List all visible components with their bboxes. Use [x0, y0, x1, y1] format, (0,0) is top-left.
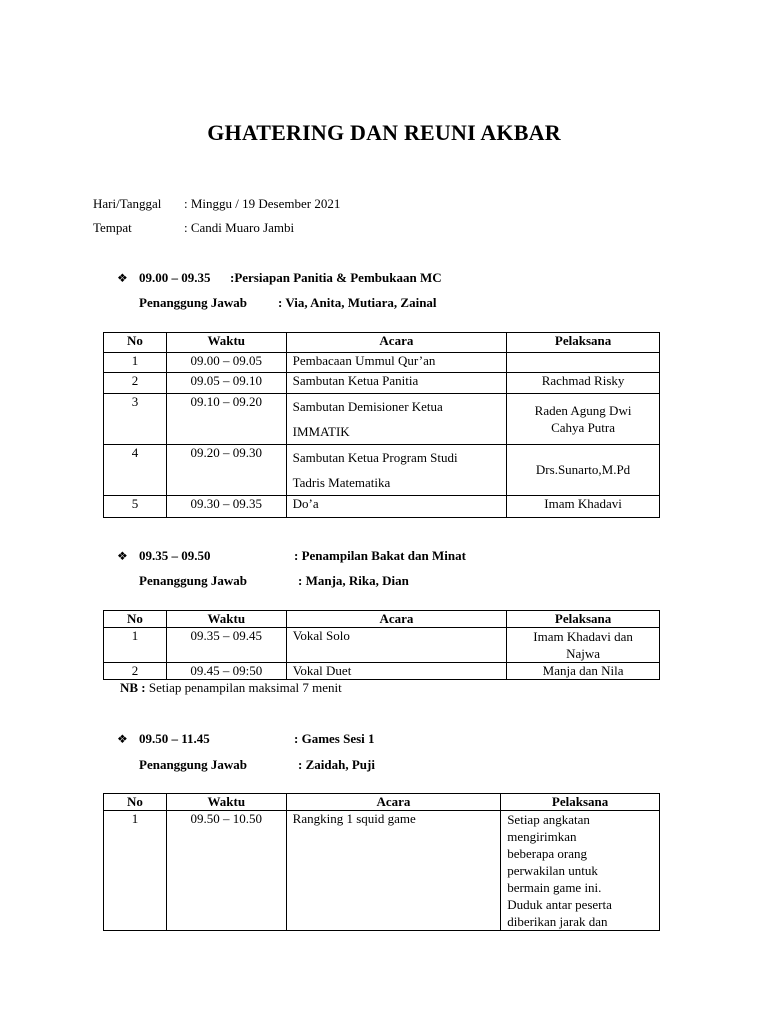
table-row	[104, 811, 660, 931]
table-row	[104, 628, 660, 663]
place-value: : Candi Muaro Jambi	[184, 220, 295, 235]
section1-pj-value: : Via, Anita, Mutiara, Zainal	[278, 295, 437, 310]
section2-event: : Penampilan Bakat dan Minat	[294, 548, 466, 563]
cell-no: 2	[104, 373, 167, 394]
date-value: : Minggu / 19 Desember 2021	[184, 196, 341, 211]
cell-acara	[286, 445, 507, 496]
schedule-table-2	[103, 610, 660, 680]
section1-event: :Persiapan Panitia & Pembukaan MC	[230, 270, 442, 285]
section1-pj-label: Penanggung Jawab	[139, 295, 247, 310]
schedule-table-1	[103, 332, 660, 518]
section2-pj-value: : Manja, Rika, Dian	[298, 573, 409, 588]
place-label: Tempat	[93, 220, 132, 235]
section3-pj-label: Penanggung Jawab	[139, 757, 247, 772]
note	[120, 680, 342, 696]
header-no: No	[104, 794, 167, 811]
cell-waktu: 09.10 – 09.20	[166, 394, 286, 445]
cell-acara: Do’a	[286, 496, 507, 518]
header-pelaksana: Pelaksana	[507, 333, 660, 353]
cell-pelaksana-line: bermain game ini.	[507, 880, 602, 895]
cell-acara-line: Tadris Matematika	[292, 475, 391, 490]
cell-acara: Rangking 1 squid game	[286, 811, 501, 931]
header-waktu: Waktu	[166, 611, 286, 628]
header-waktu: Waktu	[166, 794, 286, 811]
cell-no: 5	[104, 496, 167, 518]
cell-no: 4	[104, 445, 167, 496]
cell-pelaksana: Imam Khadavi	[507, 496, 660, 518]
cell-pelaksana	[507, 394, 660, 445]
cell-acara: Vokal Duet	[286, 663, 507, 680]
cell-pelaksana-line: Najwa	[566, 646, 601, 661]
cell-waktu: 09.50 – 10.50	[166, 811, 286, 931]
cell-acara: Sambutan Ketua Panitia	[286, 373, 507, 394]
bullet-icon: ❖	[117, 271, 128, 285]
cell-pelaksana-line: Raden Agung Dwi	[534, 403, 632, 418]
note-text: Setiap penampilan maksimal 7 menit	[145, 680, 342, 695]
header-pelaksana: Pelaksana	[501, 794, 660, 811]
cell-pelaksana-line: Imam Khadavi dan	[533, 629, 633, 644]
schedule-table-3	[103, 793, 660, 931]
header-acara: Acara	[286, 333, 507, 353]
section2-pj-label: Penanggung Jawab	[139, 573, 247, 588]
section3-time: 09.50 – 11.45	[139, 731, 210, 746]
cell-acara-line: IMMATIK	[292, 424, 350, 439]
bullet-icon: ❖	[117, 549, 128, 563]
header-no: No	[104, 333, 167, 353]
note-label: NB :	[120, 680, 146, 695]
cell-pelaksana: Manja dan Nila	[507, 663, 660, 680]
table-row	[104, 445, 660, 496]
section3-event: : Games Sesi 1	[294, 731, 375, 746]
table-row	[104, 373, 660, 394]
cell-pelaksana	[507, 628, 660, 663]
cell-no: 1	[104, 628, 167, 663]
cell-pelaksana: Rachmad Risky	[507, 373, 660, 394]
cell-acara	[286, 394, 507, 445]
header-no: No	[104, 611, 167, 628]
section3-pj-value: : Zaidah, Puji	[298, 757, 375, 772]
cell-waktu: 09.00 – 09.05	[166, 353, 286, 373]
cell-pelaksana-line: Duduk antar peserta	[507, 897, 612, 912]
table-row	[104, 394, 660, 445]
cell-no: 2	[104, 663, 167, 680]
cell-no: 1	[104, 811, 167, 931]
cell-pelaksana-line: beberapa orang	[507, 846, 587, 861]
cell-pelaksana-line: diberikan jarak dan	[507, 914, 608, 929]
cell-waktu: 09.05 – 09.10	[166, 373, 286, 394]
cell-acara-line: Sambutan Ketua Program Studi	[292, 450, 458, 465]
cell-no: 1	[104, 353, 167, 373]
date-label: Hari/Tanggal	[93, 196, 162, 211]
cell-waktu: 09.35 – 09.45	[166, 628, 286, 663]
section2-time: 09.35 – 09.50	[139, 548, 211, 563]
section1-time: 09.00 – 09.35	[139, 270, 211, 285]
cell-waktu: 09.30 – 09.35	[166, 496, 286, 518]
cell-acara: Pembacaan Ummul Qur’an	[286, 353, 507, 373]
cell-acara: Vokal Solo	[286, 628, 507, 663]
header-acara: Acara	[286, 794, 501, 811]
table-row	[104, 496, 660, 518]
cell-pelaksana	[507, 353, 660, 373]
cell-no: 3	[104, 394, 167, 445]
cell-pelaksana-line: mengirimkan	[507, 829, 577, 844]
cell-pelaksana	[501, 811, 660, 931]
cell-waktu: 09.45 – 09:50	[166, 663, 286, 680]
table-row	[104, 353, 660, 373]
cell-pelaksana: Drs.Sunarto,M.Pd	[507, 445, 660, 496]
cell-pelaksana-line: perwakilan untuk	[507, 863, 598, 878]
header-acara: Acara	[286, 611, 507, 628]
cell-pelaksana-line: Setiap angkatan	[507, 812, 590, 827]
document-title: GHATERING DAN REUNI AKBAR	[207, 120, 561, 145]
header-waktu: Waktu	[166, 333, 286, 353]
table-row	[104, 663, 660, 680]
cell-waktu: 09.20 – 09.30	[166, 445, 286, 496]
header-pelaksana: Pelaksana	[507, 611, 660, 628]
bullet-icon: ❖	[117, 732, 128, 746]
cell-acara-line: Sambutan Demisioner Ketua	[292, 399, 443, 414]
cell-pelaksana-line: Cahya Putra	[551, 420, 616, 435]
